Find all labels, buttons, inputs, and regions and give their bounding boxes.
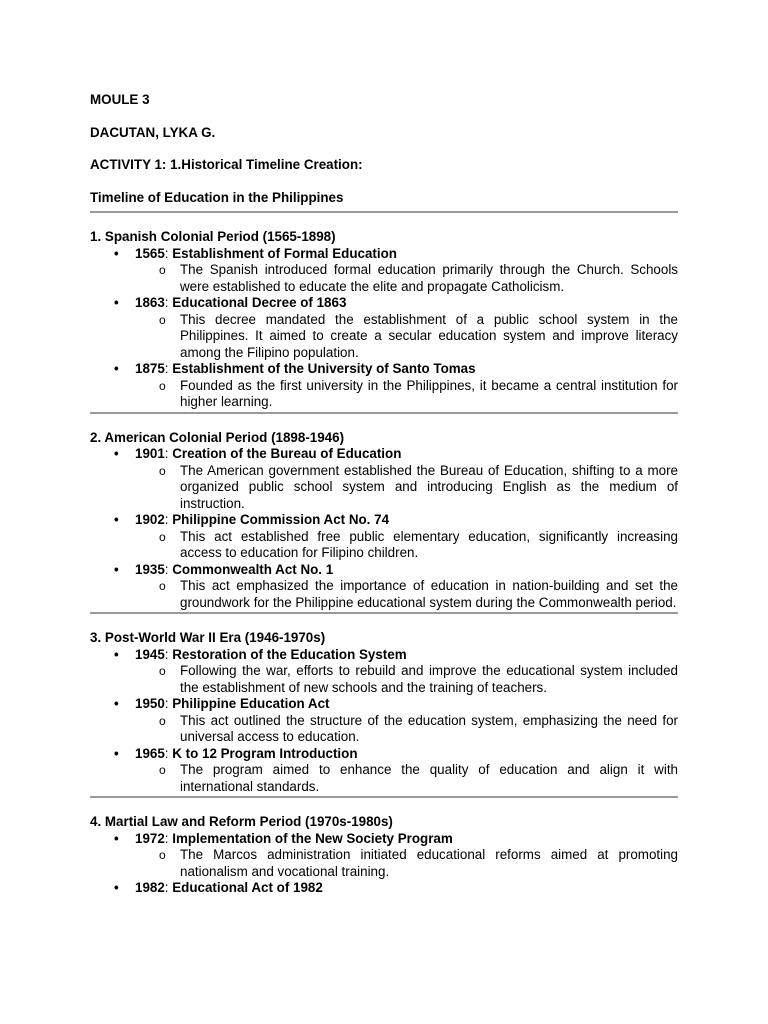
event-separator: : [164,696,173,711]
bullet-icon: • [114,245,119,261]
event-year: 1945 [135,646,165,662]
period-title: 4. Martial Law and Reform Period (1970s-1980s) [90,814,393,829]
bullet-icon: • [114,361,119,376]
event-detail [90,463,678,513]
sub-bullet-icon: o [159,378,166,393]
event-year: 1902 [135,512,165,527]
event-item [90,446,678,463]
event-detail [90,529,678,562]
event-detail-text: The American government established the Bureau of Education, shifting to a more organized public school system and introducing English as the medium of instruction. [180,462,678,511]
sub-bullet-icon: o [159,848,166,862]
event-name: K to 12 Program Introduction [172,745,358,761]
bullet-icon: • [114,696,119,711]
event-detail [90,713,678,746]
event-detail-text: Following the war, efforts to rebuild and improve the educational system included the establishment of new schools and the training of teachers. [180,663,678,695]
bullet-icon: • [114,512,119,527]
sub-bullet-icon: o [159,664,166,678]
event-name: Establishment of the University of Santo Tomas [172,361,476,376]
section-divider [90,612,678,614]
event-separator: : [164,830,173,846]
event-item [90,880,678,897]
event-separator: : [164,880,173,895]
event-year: 1972 [135,830,165,846]
event-name: Establishment of Formal Education [172,245,397,261]
timeline-periods [90,229,678,897]
period-section [90,814,678,897]
event-name: Educational Act of 1982 [172,880,323,895]
bullet-icon: • [114,446,119,461]
sub-bullet-icon: o [159,463,166,478]
bullet-icon: • [114,295,119,310]
event-item [90,295,678,312]
event-detail [90,262,678,295]
event-year: 1965 [135,745,165,761]
bullet-icon: • [114,646,119,662]
bullet-icon: • [114,561,119,577]
event-separator: : [164,446,173,461]
event-item [90,831,678,848]
event-separator: : [164,745,173,761]
period-section [90,430,678,615]
event-separator: : [164,561,173,577]
event-year: 1935 [135,561,165,577]
period-title: 1. Spanish Colonial Period (1565-1898) [90,229,336,244]
sub-bullet-icon: o [159,529,166,544]
event-detail [90,312,678,362]
event-detail [90,847,678,880]
sub-bullet-icon: o [159,263,166,277]
event-name: Philippine Education Act [172,696,330,711]
sub-bullet-icon: o [159,312,166,327]
event-detail-text: This act emphasized the importance of education in nation-building and set the groundwork for the Philippine educational system during the Commonwealth period. [180,578,678,610]
event-detail-text: The program aimed to enhance the quality of education and align it with international standards. [180,762,678,794]
event-year: 1901 [135,446,165,461]
event-detail-text: This act outlined the structure of the education system, emphasizing the need for universal access to education. [180,712,678,744]
event-item [90,562,678,579]
period-title: 2. American Colonial Period (1898-1946) [90,429,345,445]
event-item [90,696,678,713]
event-item [90,746,678,763]
event-detail-text: The Marcos administration initiated educational reforms aimed at promoting nationalism and vocational training. [180,847,678,879]
bullet-icon: • [114,830,119,846]
event-name: Philippine Commission Act No. 74 [172,512,390,527]
document-page [90,92,678,897]
event-detail-text: Founded as the first university in the Philippines, it became a central institution for higher learning. [180,377,678,409]
activity-title: ACTIVITY 1: 1.Historical Timeline Creation: [90,157,363,172]
event-separator: : [164,646,173,662]
period-section [90,229,678,414]
timeline-title: Timeline of Education in the Philippines [90,190,678,214]
period-title: 3. Post-World War II Era (1946-1970s) [90,630,326,645]
event-separator: : [164,512,173,527]
event-name: Educational Decree of 1863 [172,295,347,310]
sub-bullet-icon: o [159,713,166,728]
event-detail [90,378,678,411]
period-section [90,630,678,798]
event-year: 1565 [135,245,165,261]
event-name: Commonwealth Act No. 1 [172,561,334,577]
module-label: MOULE 3 [90,92,150,107]
event-separator: : [164,245,173,261]
event-name: Implementation of the New Society Program [172,830,453,846]
sub-bullet-icon: o [159,579,166,593]
event-item [90,512,678,529]
bullet-icon: • [114,880,119,895]
event-name: Creation of the Bureau of Education [172,446,402,461]
event-year: 1875 [135,361,165,376]
bullet-icon: • [114,745,119,761]
sub-bullet-icon: o [159,763,166,777]
event-separator: : [164,361,173,376]
event-detail [90,762,678,795]
event-detail [90,663,678,696]
event-item [90,246,678,263]
event-item [90,361,678,378]
event-name: Restoration of the Education System [172,646,407,662]
event-year: 1950 [135,696,165,711]
event-detail-text: The Spanish introduced formal education primarily through the Church. Schools were established to educate the elite and propagate Catholicism. [180,262,678,294]
author-name: DACUTAN, LYKA G. [90,124,216,140]
section-divider [90,796,678,798]
event-separator: : [164,295,173,310]
section-divider [90,412,678,414]
event-detail [90,578,678,611]
event-year: 1863 [135,295,165,310]
event-detail-text: This decree mandated the establishment of a public school system in the Philippines. It aimed to create a secular education system and improve literacy among the Filipino population. [180,311,678,360]
event-year: 1982 [135,880,165,895]
event-detail-text: This act established free public elementary education, significantly increasing access to education for Filipino children. [180,528,678,560]
event-item [90,647,678,664]
